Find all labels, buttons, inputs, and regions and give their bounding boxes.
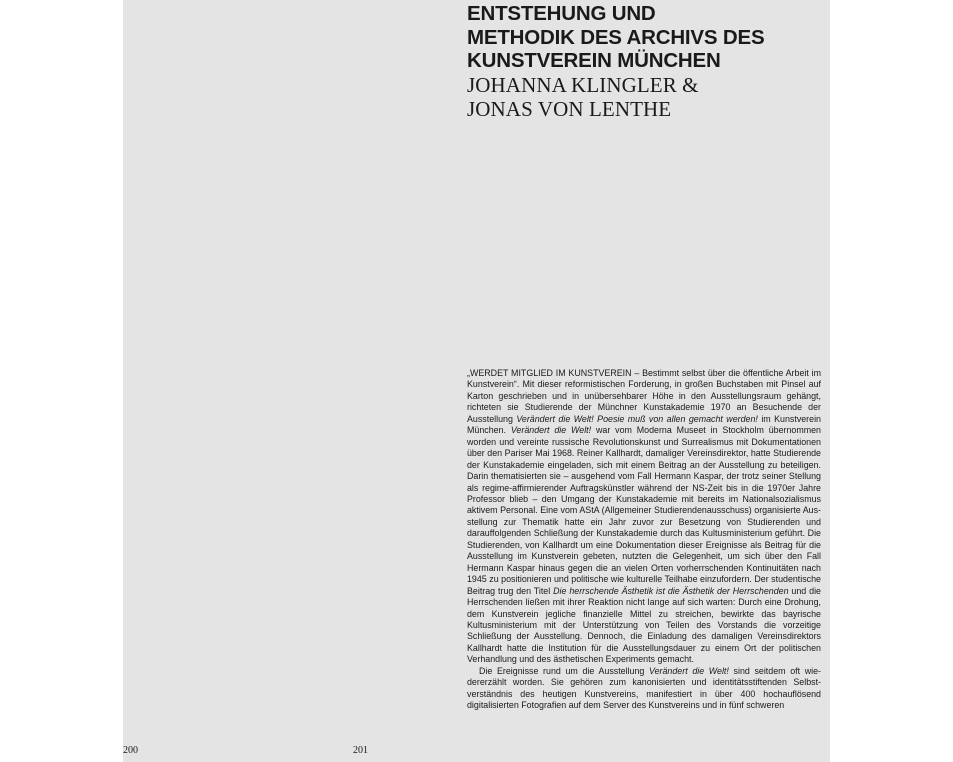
article-authors	[467, 73, 827, 121]
italic-title: Die herrschende Ästhetik ist die Ästhetik der Herrschenden	[553, 585, 789, 596]
author-line: JOHANNA KLINGLER &	[467, 72, 699, 97]
title-line: ENTSTEHUNG UND	[467, 2, 656, 25]
text-run: „WERDET MITGLIED IM KUNSTVEREIN – Bestimmt selbst über die öffentliche Arbeit im Kunstverein“. Mit dieser reformistischen Forderung, in großen Buchstaben mit Pinsel auf Karton geschrieben und in unübersehbarer Höhe in den Ausstellungsraum gehängt, richteten sie Studierende der Münchner Kunstakademie 1970 an Besuchende der Ausstellung	[467, 368, 821, 424]
page-number-left: 200	[123, 745, 138, 756]
text-run: Die Ereignisse rund um die Ausstellung	[479, 665, 650, 676]
text-run: im Kunstverein München.	[467, 413, 821, 436]
title-line: METHODIK DES ARCHIVS DES	[467, 25, 765, 49]
italic-title: Verändert die Welt!	[649, 665, 729, 676]
italic-title: Verändert die Welt!	[510, 425, 592, 436]
text-run: sind seitdem oft wiedererzählt worden. Sie gehören zum kanonisierten und identitätsstiftenden Selbstverständnis des heutigen Kunstvereins, manifestiert in über 400 hochauflösend digitalisierten Fotografien auf dem Server des Kunstvereins und in fünf schweren	[467, 665, 821, 711]
italic-title: Verändert die Welt! Poesie muß von allen gemacht werden!	[516, 413, 758, 424]
text-run: war vom Moderna Museet in Stockholm übernommen worden und vereinte russische Revolutionskunst und Surrealismus mit Dokumentationen über den Pariser Mai 1968. Reiner Kallhardt, damaliger Vereinsdirektor, hatte Studierende der Kunstakademie eingeladen, sich mit einem Beitrag an der Ausstellung zu beteiligen. Darin thematisierten sie – ausgehend vom Fall Hermann Kaspar, der trotz seiner Stellung als regime-affirmierender Auftragskünstler während der NS-Zeit bis in die 1970er Jahre Professor blieb – den Umgang der Kunstakademie mit bereits im Nationalsozialismus aktivem Personal. Eine vom AStA (Allgemeiner Studierendenausschuss) organisierte Ausstellung zur Thematik hatte ein Jahr zuvor zur Besetzung von Studierenden und darauffolgenden Schließung der Kunstakademie durch das Kultusministerium geführt. Die Studierenden, von Kallhardt um eine Dokumentation dieser Ereignisse als Beitrag für die Ausstellung im Kunstverein gebeten, nutzten die Gelegenheit, um sich über den Fall Hermann Kaspar hinaus gegen die an vielen Orten vorherrschenden Kontinuitäten nach 1945 zu positionieren und politische wie kulturelle Teilhabe einzufordern. Der studentische Beitrag trug den Titel	[467, 425, 821, 596]
left-page	[123, 0, 476, 762]
author-line: JONAS VON LENTHE	[467, 96, 672, 121]
title-line: KUNSTVEREIN MÜNCHEN	[467, 49, 721, 72]
page-number-right: 201	[353, 745, 368, 756]
paragraph	[467, 666, 821, 712]
article-header	[467, 2, 827, 121]
text-run: und die Herrschenden ließen mit ihrer Reaktion nicht lange auf sich warten: Durch eine Drohung, dem Kunstverein jegliche finanzielle Mittel zu streichen, bewirkte das bayrische Kultusministerium mit der Unterstützung von Teilen des Vorstands die vorzeitige Schließung der Ausstellung. Dennoch, die Einladung des damaligen Vereinsdirektors Kallhardt hatte die Institution für die Ausstellungsdauer zu einem Ort der politischen Verhandlung und des ästhetischen Experiments gemacht.	[467, 585, 821, 665]
article-title	[467, 2, 827, 73]
article-body	[467, 368, 821, 712]
paragraph	[467, 368, 821, 666]
